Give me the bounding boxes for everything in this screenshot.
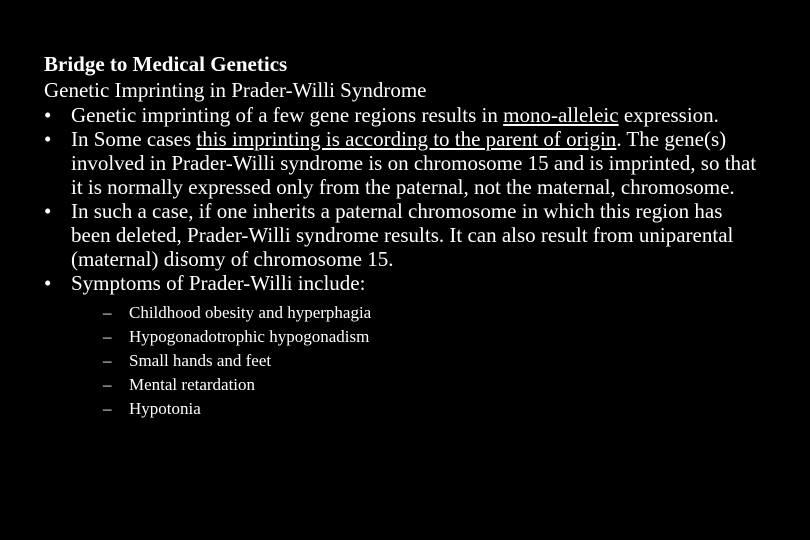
slide-title: Bridge to Medical Genetics [44,52,288,76]
underlined-term: this imprinting is according to the parent of origin [196,127,617,151]
bullet-text: In such a case, if one inherits a paternal chromosome in which this region has been deleted, Prader-Willi syndrome results. It can also result from uniparental (maternal) disomy of chromosome 15. [71,199,734,271]
underlined-term: mono-alleleic [503,103,619,127]
bullet-text: Symptoms of Prader-Willi include: [71,271,366,295]
symptom-item: – Hypotonia [71,397,764,421]
bullet-text: . The gene(s) involved in Prader-Willi syndrome is on chromosome 15 and is imprinted, so that it is normally expressed only from the paternal, not the maternal, chromosome. [71,127,757,199]
symptom-item: – Small hands and feet [71,349,764,373]
symptom-list [71,301,764,421]
bullet-paternal-deletion [44,199,764,271]
slide-subtitle: Genetic Imprinting in Prader-Willi Syndrome [44,78,427,102]
symptom-item: – Mental retardation [71,373,764,397]
symptom-item: – Childhood obesity and hyperphagia [71,301,764,325]
bullet-symptoms [44,271,764,421]
symptom-item: – Hypogonadotrophic hypogonadism [71,325,764,349]
bullet-list [44,103,764,421]
bullet-text: In Some cases [71,127,197,151]
bullet-text: expression. [618,103,719,127]
bullet-text: Genetic imprinting of a few gene regions results in [71,103,504,127]
bullet-parent-of-origin [44,127,764,199]
bullet-mono-alleleic [44,103,764,127]
slide-content [44,51,764,421]
